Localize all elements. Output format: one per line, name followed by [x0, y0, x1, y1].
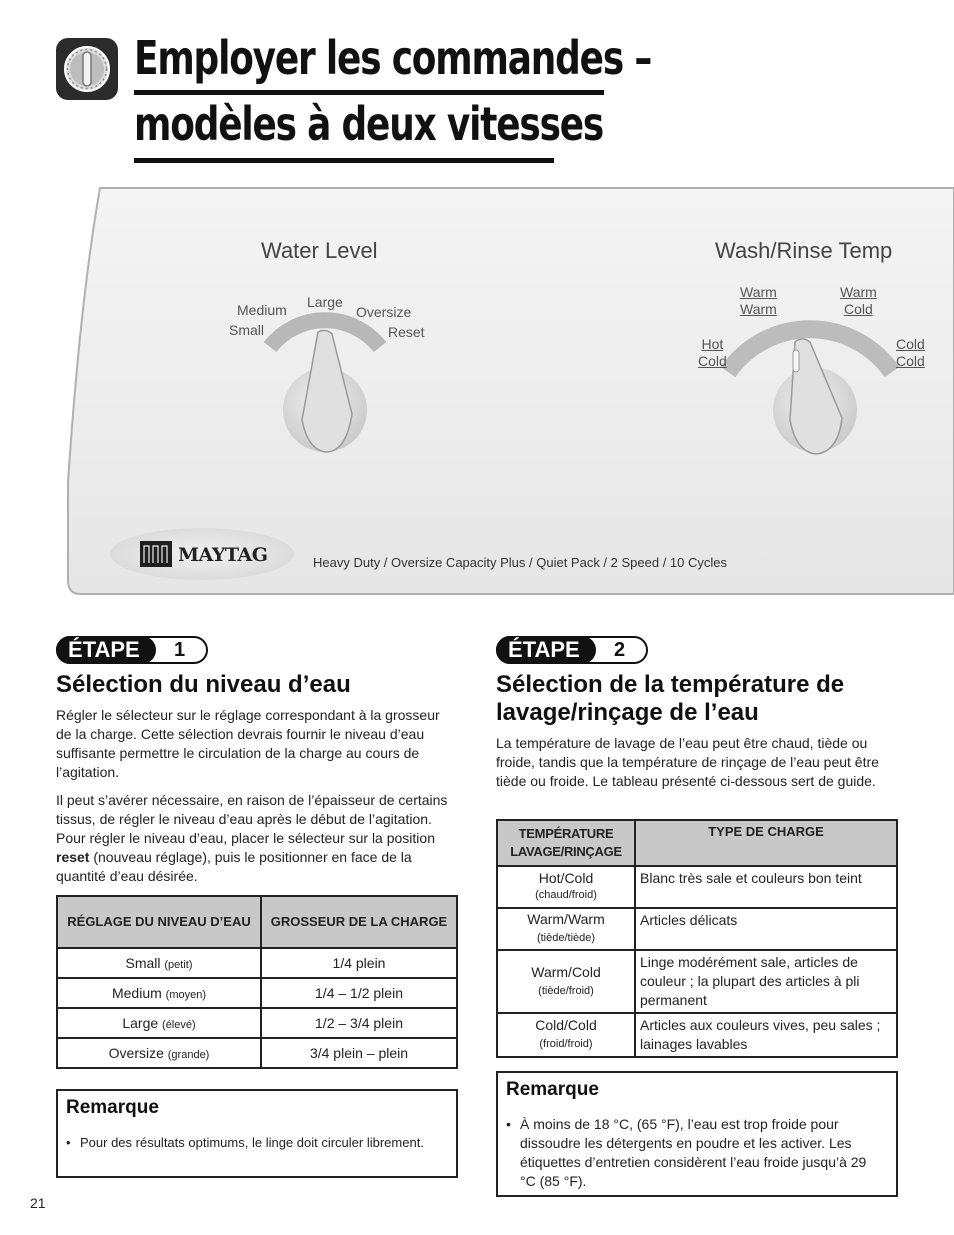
step-1-paragraph-1: Régler le sélecteur sur le réglage correspondant à la grosseur de la charge. Cette sélection devrais fournir le niveau d’eau suffisante permettre le circulation de la charge au cours de l’agitation. — [56, 707, 440, 780]
step-badge-label: ÉTAPE — [496, 636, 596, 664]
water-level-oversize: Oversize — [356, 304, 412, 320]
page-title-line-1: Employer les commandes – — [134, 31, 652, 85]
maytag-logo-text: MAYTAG — [178, 544, 268, 566]
page-title-line-2: modèles à deux vitesses — [134, 97, 604, 151]
water-level-small: Small — [229, 322, 265, 338]
step-1-title: Sélection du niveau d’eau — [56, 671, 351, 698]
step-2-title: Sélection de la température de lavage/rinçage de l’eau — [496, 671, 845, 726]
step-number: 1 — [174, 639, 186, 661]
title-underline-2 — [134, 158, 554, 163]
temp-warm-cold: Warm Cold — [840, 284, 877, 317]
step-2-badge — [496, 636, 648, 664]
temp-cold-cold: Cold Cold — [896, 336, 925, 369]
step-1-paragraph-2: Il peut s’avérer nécessaire, en raison de l’épaisseur de certains tissus, de régler le niveau d’eau après le début de l’agitation. Pour régler le niveau d’eau, placer le sélecteur sur la position reset (nouveau réglage), puis le positionner en face de la quantité d’eau désirée. — [56, 792, 448, 884]
step-1-badge — [56, 636, 208, 664]
table-row: Cold/Cold (froid/froid) Articles aux couleurs vives, peu sales ; lainages lavables — [497, 1013, 897, 1057]
table-row: Warm/Cold (tiède/froid) Linge modérément sale, articles de couleur ; la plupart des articles à pli permanent — [497, 950, 897, 1013]
water-level-medium: Medium — [237, 302, 287, 318]
table-header: RÉGLAGE DU NIVEAU D’EAU — [57, 896, 261, 948]
wash-rinse-temp-label: Wash/Rinse Temp — [715, 238, 893, 263]
water-level-large: Large — [307, 294, 343, 310]
remark-bullet: • Pour des résultats optimums, le linge doit circuler librement. — [80, 1133, 440, 1152]
step-badge-label: ÉTAPE — [56, 636, 156, 664]
title-underline-1 — [134, 90, 604, 95]
temp-hot-cold: Hot Cold — [698, 336, 727, 369]
remark-bullet: • À moins de 18 °C, (65 °F), l’eau est trop froide pour dissoudre les détergents en poudre et les activer. Les étiquettes d’entretien considèrent l’eau froide jusqu’à 29 °C (85 °F). — [520, 1115, 882, 1191]
page-number: 21 — [30, 1195, 46, 1211]
water-level-label: Water Level — [261, 238, 378, 263]
table-row: Small (petit) 1/4 plein — [57, 948, 457, 978]
step-1-remark-box — [56, 1089, 458, 1178]
table-header: TYPE DE CHARGE — [635, 820, 897, 866]
step-2-paragraph: La température de lavage de l’eau peut être chaud, tiède ou froide, tandis que la température de rinçage de l’eau peut être tiède ou froide. Le tableau présenté ci-dessous sert de guide. — [496, 735, 879, 789]
dial-knob-icon — [56, 38, 118, 100]
step-number: 2 — [614, 639, 626, 661]
remark-title: Remarque — [506, 1079, 599, 1100]
table-row: Warm/Warm (tiède/tiède) Articles délicats — [497, 908, 897, 950]
remark-title: Remarque — [66, 1097, 159, 1118]
step-2-remark-box — [496, 1071, 898, 1197]
table-row: Large (élevé) 1/2 – 3/4 plein — [57, 1008, 457, 1038]
water-level-reset: Reset — [388, 324, 425, 340]
table-row: Hot/Cold (chaud/froid) Blanc très sale et couleurs bon teint — [497, 866, 897, 908]
model-tagline: Heavy Duty / Oversize Capacity Plus / Quiet Pack / 2 Speed / 10 Cycles — [313, 555, 728, 570]
table-header: GROSSEUR DE LA CHARGE — [261, 896, 457, 948]
temp-warm-warm: Warm Warm — [740, 284, 777, 317]
table-row: Oversize (grande) 3/4 plein – plein — [57, 1038, 457, 1068]
table-row: Medium (moyen) 1/4 – 1/2 plein — [57, 978, 457, 1008]
table-header: TEMPÉRATURE LAVAGE/RINÇAGE — [497, 820, 635, 866]
control-panel-illustration — [60, 182, 954, 602]
water-level-table — [56, 895, 458, 1069]
temperature-table — [496, 819, 898, 1058]
